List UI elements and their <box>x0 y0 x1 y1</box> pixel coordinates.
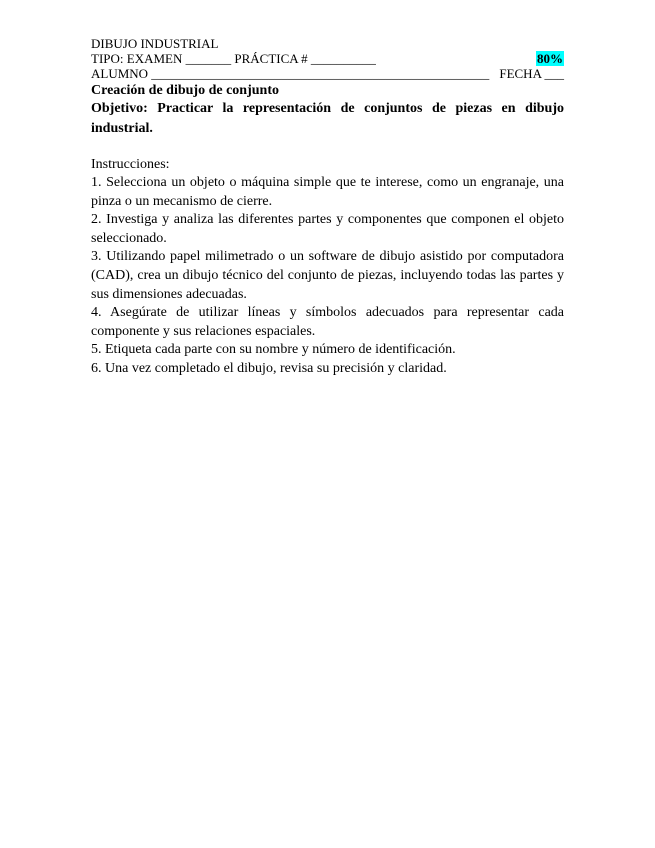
instructions-list <box>91 174 564 379</box>
instruction-item: 1. Selecciona un objeto o máquina simple que te interese, como un engranaje, una pinza o un mecanismo de cierre. <box>91 175 564 209</box>
instruction-item: 3. Utilizando papel milimetrado o un software de dibujo asistido por computadora (CAD), crea un dibujo técnico del conjunto de piezas, incluyendo todas las partes y sus dimensiones adecuadas. <box>91 249 564 302</box>
student-name-field: ALUMNO ____________________________________________________ <box>91 66 490 81</box>
date-field: FECHA ___ <box>499 66 564 81</box>
grade-badge: 80% <box>537 51 563 66</box>
document-title: Creación de dibujo de conjunto <box>91 83 279 98</box>
document-page <box>91 36 564 379</box>
exam-type-field: TIPO: EXAMEN _______ PRÁCTICA # __________ <box>91 51 376 66</box>
objective-text: Objetivo: Practicar la representación de conjuntos de piezas en dibujo industrial. <box>91 101 564 136</box>
instruction-item: 6. Una vez completado el dibujo, revisa su precisión y claridad. <box>91 360 447 376</box>
instructions-heading: Instrucciones: <box>91 157 170 172</box>
course-name: DIBUJO INDUSTRIAL <box>91 36 219 51</box>
student-line <box>91 66 564 81</box>
instruction-item: 4. Asegúrate de utilizar líneas y símbolos adecuados para representar cada componente y sus relaciones espaciales. <box>91 305 564 339</box>
type-line <box>91 51 564 66</box>
course-line <box>91 36 564 51</box>
instruction-item: 5. Etiqueta cada parte con su nombre y número de identificación. <box>91 342 456 358</box>
instruction-item: 2. Investiga y analiza las diferentes partes y componentes que componen el objeto seleccionado. <box>91 212 564 246</box>
